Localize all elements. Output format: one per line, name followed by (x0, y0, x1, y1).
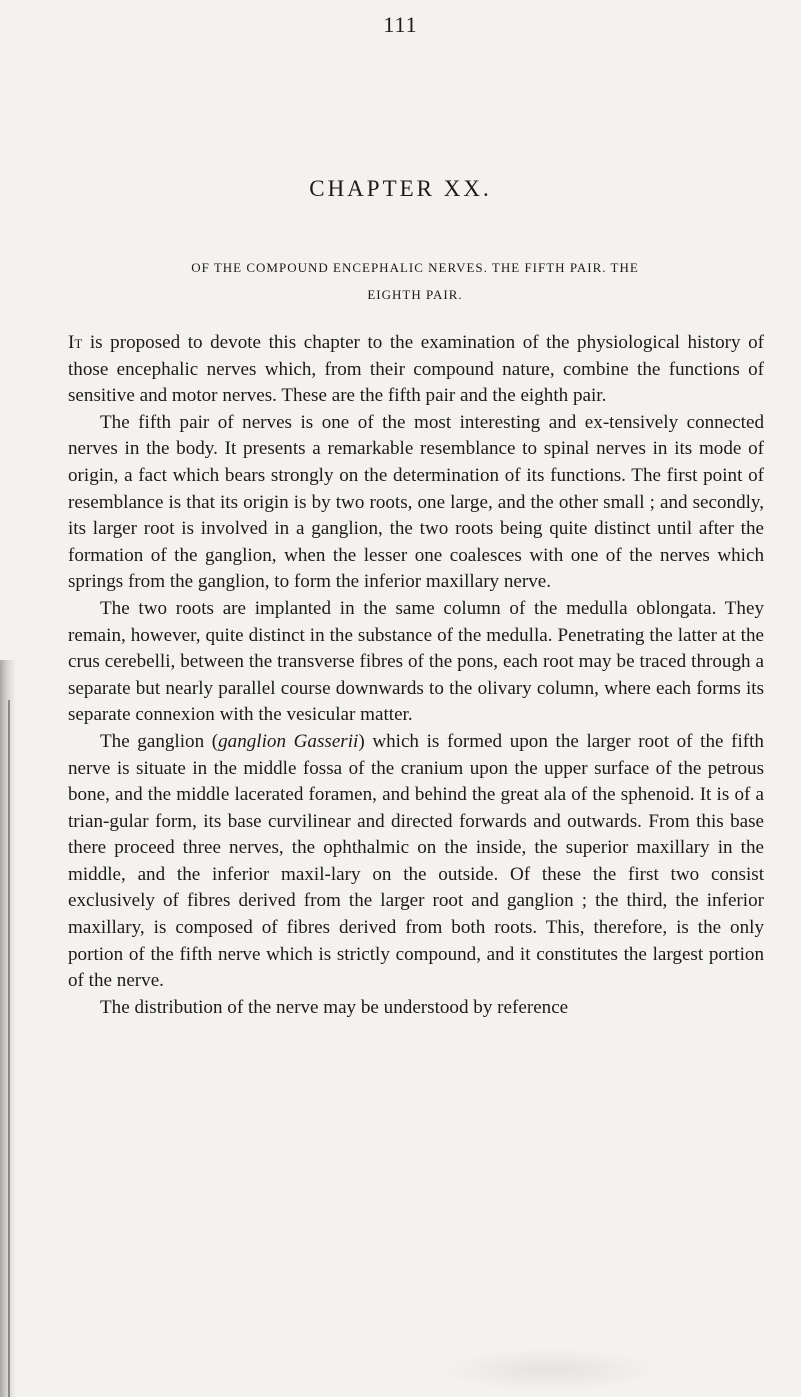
chapter-subtitle-line-1: OF THE COMPOUND ENCEPHALIC NERVES. THE FIFTH PAIR. THE (191, 260, 639, 275)
page-number: 111 (383, 12, 418, 37)
chapter-subtitle-line-2: EIGHTH PAIR. (367, 287, 463, 302)
paper-stain (440, 1348, 660, 1392)
paragraph-text: The ganglion ( (100, 730, 219, 752)
paragraph-3: The two roots are implanted in the same column of the medulla oblongata. They remain, however, quite distinct in the substance of the medulla. Penetrating the latter at the crus cerebelli, between the transverse fibres of the pons, each root may be traced through a separate but nearly parallel course downwards to the olivary column, where each forms its separate connexion with the vesicular matter. (68, 597, 764, 726)
paragraph-1 (68, 330, 764, 410)
paragraph-4 (68, 729, 764, 995)
chapter-title: CHAPTER XX. (309, 176, 492, 201)
binding-edge (8, 700, 10, 1397)
paragraph-5: The distribution of the nerve may be understood by reference (100, 996, 569, 1018)
paragraph-2: The fifth pair of nerves is one of the most interesting and ex-tensively connected nerves in the body. It presents a remarkable resemblance to spinal nerves in its mode of origin, a fact which bears strongly on the determination of its functions. The first point of resemblance is that its origin is by two roots, one large, and the other small ; and secondly, its larger root is involved in a ganglion, the two roots being quite distinct until after the formation of the ganglion, when the lesser one coalesces with one of the nerves which springs from the ganglion, to form the inferior maxillary nerve. (68, 411, 764, 593)
latin-term: ganglion Gasserii (218, 730, 359, 752)
paragraph-text: is proposed to devote this chapter to the examination of the physiological history of those encephalic nerves which, from their compound nature, combine the functions of sensitive and motor nerves. These are the fifth pair and the eighth pair. (68, 332, 764, 407)
chapter-subtitle (70, 254, 760, 308)
paragraph-text: ) which is formed upon the larger root of the fifth nerve is situate in the middle fossa of the cranium upon the upper surface of the petrous bone, and the middle lacerated foramen, and behind the great ala of the sphenoid. It is of a trian-gular form, its base curvilinear and directed forwards and outwards. From this base there proceed three nerves, the ophthalmic on the inside, the superior maxillary in the middle, and the inferior maxil-lary on the outside. Of these the first two consist exclusively of fibres derived from the larger root and ganglion ; the third, the inferior maxillary, is composed of fibres derived from both roots. This, therefore, is the only portion of the fifth nerve which is strictly compound, and it constitutes the largest portion of the nerve. (68, 730, 764, 992)
chapter-body (68, 330, 764, 1021)
paragraph-lead-word: It (68, 332, 83, 353)
